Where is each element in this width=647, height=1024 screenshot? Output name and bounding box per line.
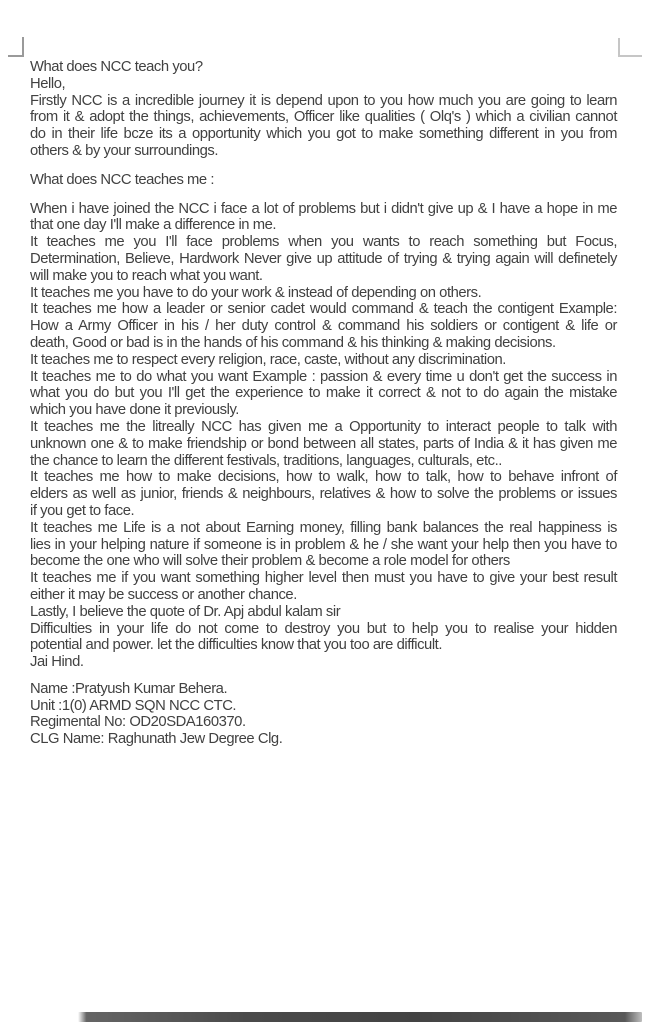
text-line: what you do but you I'll get the experience to make it correct & not to do again the mistake [30, 385, 617, 402]
text-line: When i have joined the NCC i face a lot of problems but i didn't give up & I have a hope in me [30, 200, 617, 217]
text-line: It teaches me if you want something higher level then must you have to give your best result [30, 570, 617, 587]
text-line: potential and power. let the difficulties know that you too are difficult. [30, 637, 442, 654]
text-line: Hello, [30, 75, 66, 92]
text-line: which you have done it previously. [30, 402, 239, 419]
text-line: What does NCC teach you? [30, 59, 203, 75]
bottom-shadow-bar [78, 1012, 642, 1022]
text-line: It teaches me how a leader or senior cadet would command & teach the contigent Example: [30, 301, 617, 318]
text-line: It teaches me to respect every religion, race, caste, without any discrimination. [30, 351, 506, 368]
crop-mark-top-right [618, 38, 642, 57]
text-line: Difficulties in your life do not come to destroy you but to help you to realise your hidden [30, 620, 617, 637]
text-line: do in their life bcze its a opportunity which you got to make something different in you from [30, 126, 617, 143]
blank-line [30, 160, 617, 172]
text-line: if you get to face. [30, 502, 135, 519]
crop-mark-top-left [8, 37, 24, 57]
blank-line [30, 671, 617, 681]
text-line: death, Good or bad is in the hands of his command & his thinking & making decisions. [30, 334, 556, 351]
text-line: What does NCC teaches me : [30, 171, 215, 188]
text-line: lies in your helping nature if someone is in problem & he / she want your help then you have to [30, 536, 617, 553]
text-line: Firstly NCC is a incredible journey it is depend upon to you how much you are going to learn [30, 92, 617, 109]
text-line: Regimental No: OD20SDA160370. [30, 714, 246, 731]
text-line: How a Army Officer in his / her duty control & command his soldiers or contigent & life or [30, 318, 617, 335]
text-line: either it may be success or another chance. [30, 586, 297, 603]
document-text [30, 59, 617, 748]
text-line: Determination, Believe, Hardwork Never give up attitude of trying & trying again will definetely [30, 250, 617, 267]
text-line: It teaches me Life is a not about Earning money, filling bank balances the real happiness is [30, 519, 617, 536]
text-line: It teaches me you I'll face problems when you wants to reach something but Focus, [30, 234, 617, 251]
text-line: others & by your surroundings. [30, 142, 219, 159]
text-line: It teaches me to do what you want Example : passion & every time u don't get the success in [30, 368, 617, 385]
text-line: will make you to reach what you want. [30, 267, 263, 284]
text-line: CLG Name: Raghunath Jew Degree Clg. [30, 731, 283, 748]
text-line: It teaches me how to make decisions, how to walk, how to talk, how to behave infront of [30, 469, 617, 486]
text-line: elders as well as junior, friends & neighbours, relatives & how to solve the problems or issues [30, 486, 617, 503]
text-line: Name :Pratyush Kumar Behera. [30, 680, 228, 697]
text-line: become the one who will solve their problem & become a role model for others [30, 553, 510, 570]
text-line: It teaches me the litreally NCC has given me a Opportunity to interact people to talk with [30, 418, 617, 435]
text-line: unknown one & to make friendship or bond between all states, parts of India & it has given me [30, 435, 617, 452]
text-line: the chance to learn the different festivals, traditions, languages, culturals, etc.. [30, 452, 502, 469]
text-line: Jai Hind. [30, 654, 84, 671]
blank-line [30, 189, 617, 201]
text-line: from it & adopt the things, achievements, Officer like qualities ( Olq's ) which a civilian cannot [30, 109, 617, 126]
text-line: Unit :1(0) ARMD SQN NCC CTC. [30, 697, 237, 714]
text-line: that one day I'll make a difference in me. [30, 217, 277, 234]
text-line: Lastly, I believe the quote of Dr. Apj abdul kalam sir [30, 603, 341, 620]
text-line: It teaches me you have to do your work & instead of depending on others. [30, 284, 482, 301]
